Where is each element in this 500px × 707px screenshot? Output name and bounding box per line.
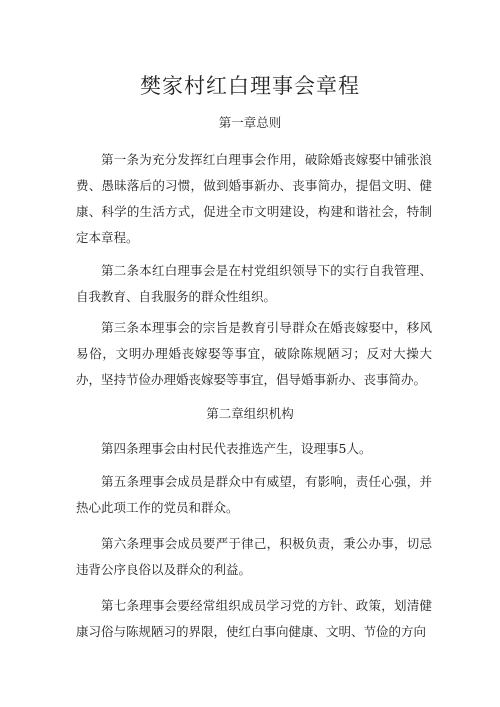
article-3: 第三条本理事会的宗旨是教育引导群众在婚丧嫁娶中，移风易俗，文明办理婚丧嫁娶等事宜，破除陈规陋习；反对大操大办，坚持节俭办理婚丧嫁娶等事宜，倡导婚事新办、丧事简办。 xyxy=(76,320,432,387)
chapter-heading-organization: 第二章组织机构 xyxy=(206,406,294,421)
article-2: 第二条本红白理事会是在村党组织领导下的实行自我管理、自我教育、自我服务的群众性组织。 xyxy=(76,263,432,304)
document-title: 樊家村红白理事会章程 xyxy=(140,74,360,98)
article-4: 第四条理事会由村民代表推选产生，设理事5人。 xyxy=(101,441,372,456)
article-5: 第五条理事会成员是群众中有威望，有影响，责任心强，并热心此项工作的党员和群众。 xyxy=(76,474,432,515)
article-6: 第六条理事会成员要严于律己，积极负责，秉公办事，切忌违背公序良俗以及群众的利益。 xyxy=(76,536,432,577)
article-7: 第七条理事会要经常组织成员学习党的方针、政策，划清健康习俗与陈规陋习的界限，使红白事向健康、文明、节俭的方向 xyxy=(76,598,432,639)
article-1: 第一条为充分发挥红白理事会作用，破除婚丧嫁娶中铺张浪费、愚昧落后的习惯，做到婚事新办、丧事简办，提倡文明、健康、科学的生活方式，促进全市文明建设，构建和谐社会，特制定本章程。 xyxy=(76,152,432,245)
chapter-heading-general: 第一章总则 xyxy=(218,115,282,130)
